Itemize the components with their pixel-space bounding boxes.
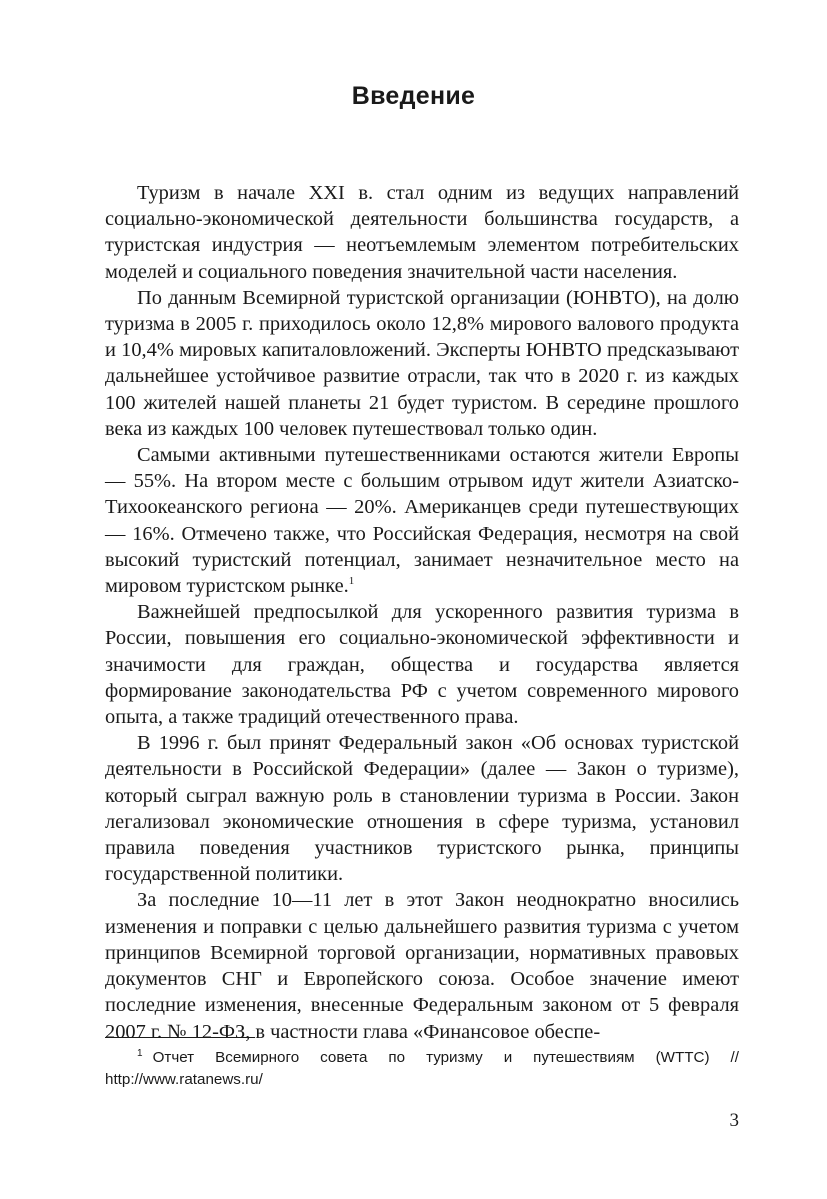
paragraph-4 xyxy=(105,599,739,730)
paragraph-2 xyxy=(105,285,739,442)
footnote-text: Отчет Всемирного совета по туризму и путешествиям (WTTC) // http://www.ratanews.ru/ xyxy=(105,1049,739,1088)
footnote-marker: 1 xyxy=(137,1047,143,1059)
footnote-divider xyxy=(105,1037,255,1038)
paragraph-text: По данным Всемирной туристской организации (ЮНВТО), на долю туризма в 2005 г. приходилось около 12,8% мирового валового продукта и 10,4% мировых капиталовложений. Эксперты ЮНВТО предсказывают дальнейшее устойчивое развитие отрасли, так что в 2020 г. из каждых 100 жителей нашей планеты 21 будет туристом. В середине прошлого века из каждых 100 человек путешествовал только один. xyxy=(105,286,739,440)
paragraph-text: Самыми активными путешественниками остаются жители Европы — 55%. На втором месте с большим отрывом идут жители Азиатско-Тихоокеанского региона — 20%. Американцев среди путешествующих — 16%. Отмечено также, что Российская Федерация, несмотря на свой высокий туристский потенциал, занимает незначительное место на мировом туристском рынке. xyxy=(105,444,739,598)
paragraph-text: Важнейшей предпосылкой для ускоренного развития туризма в России, повышения его социально-экономической эффективности и значимости для граждан, общества и государства является формирование законодательства РФ с учетом современного мирового опыта, а также традиций отечественного права. xyxy=(105,601,739,729)
footnote xyxy=(105,1047,739,1091)
page-number: 3 xyxy=(729,1110,739,1131)
paragraph-text: Туризм в начале XXI в. стал одним из ведущих направлений социально-экономической деятельности большинства государств, а туристская индустрия — неотъемлемым элементом потребительских моделей и социального поведения значительной части населения. xyxy=(105,182,739,283)
paragraph-3 xyxy=(105,442,739,599)
body-text xyxy=(105,180,739,1045)
paragraph-text: В 1996 г. был принят Федеральный закон «Об основах туристской деятельности в Российской Федерации» (далее — Закон о туризме), который сыграл важную роль в становлении туризма в России. Закон легализовал экономические отношения в сфере туризма, установил правила поведения участников туристского рынка, принципы государственной политики. xyxy=(105,732,739,886)
paragraph-5 xyxy=(105,730,739,887)
paragraph-1 xyxy=(105,180,739,285)
page-title: Введение xyxy=(351,82,476,110)
paragraph-text: За последние 10—11 лет в этот Закон неоднократно вносились изменения и поправки с целью дальнейшего развития туризма с учетом принципов Всемирной торговой организации, нормативных правовых документов СНГ и Европейского союза. Особое значение имеют последние изменения, внесенные Федеральным законом от 5 февраля 2007 г. № 12-ФЗ, в частности глава «Финансовое обеспе- xyxy=(105,889,739,1043)
footnote-reference: 1 xyxy=(348,575,355,588)
paragraph-6 xyxy=(105,887,739,1044)
